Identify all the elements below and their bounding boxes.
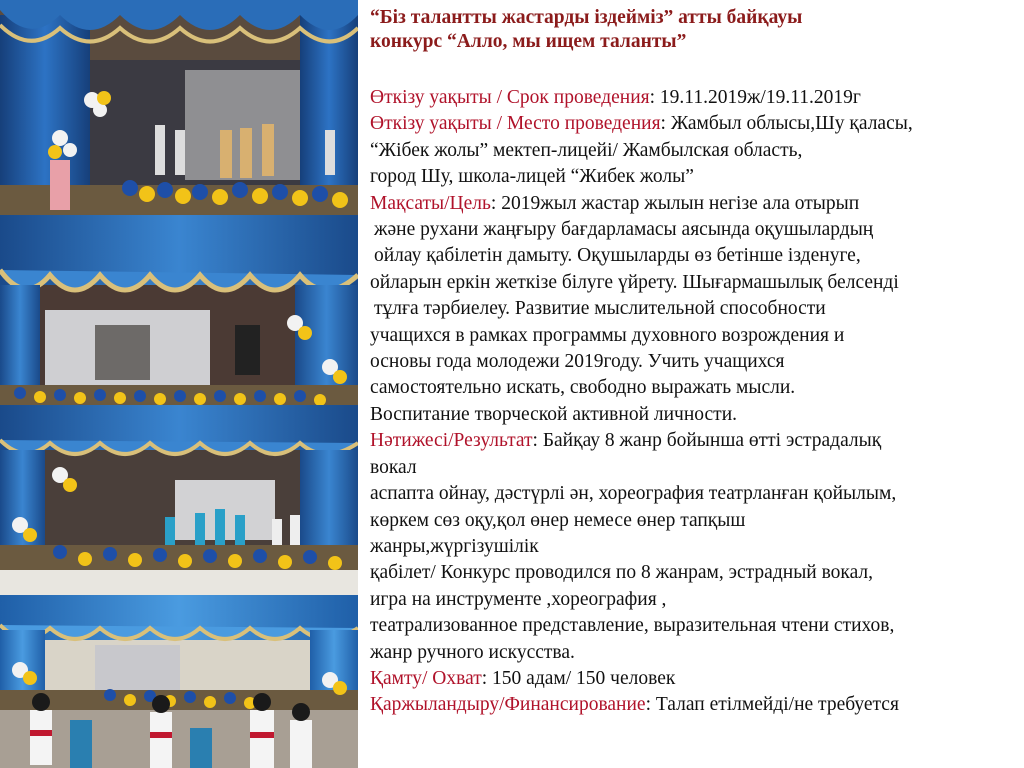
result-line: вокал — [370, 456, 417, 478]
result-line: көркем сөз оқу,қол өнер немесе өнер тапқыш — [370, 509, 746, 531]
photo-stage-projector-screen — [0, 215, 358, 405]
goal-line: ойлау қабілетін дамыту. Оқушыларды өз бетінше ізденуге, — [374, 245, 861, 267]
place-value: : Жамбыл облысы,Шу қаласы, — [660, 113, 913, 135]
result-line: игра на инструменте ,хореография , — [370, 588, 667, 610]
date-label: Өткізу уақыты / Срок проведения — [370, 87, 650, 108]
goal-line: учащихся в рамках программы духовного возрождения и — [370, 324, 845, 346]
goal-line: ойларын еркін жеткізе білуге үйрету. Шығармашылық белсенді — [370, 271, 899, 293]
result-line: аспапта ойнау, дәстүрлі ән, хореография театрланған қойылым, — [370, 483, 897, 505]
goal-line: тұлға тәрбиелеу. Развитие мыслительной способности — [374, 298, 826, 320]
coverage-value: : 150 адам/ 150 человек — [481, 667, 676, 689]
goal-line: және рухани жаңғыру бағдарламасы аясында оқушылардың — [374, 219, 874, 241]
place-label: Өткізу уақыты / Место проведения — [370, 113, 661, 135]
result-value: : Байқау 8 жанр бойынша өтті эстрадалық — [532, 430, 882, 452]
date-row — [370, 85, 1018, 111]
photo-stage-performance-dancers — [0, 0, 358, 215]
title-line-1: “Біз талантты жастарды іздейміз” атты байқауы — [370, 7, 803, 28]
goal-line: Воспитание творческой активной личности. — [370, 403, 738, 425]
info-text-block — [370, 4, 1018, 719]
result-row — [370, 428, 1018, 454]
goal-line: самостоятельно искать, свободно выражать мысли. — [370, 377, 796, 399]
goal-line: основы года молодежи 2019году. Учить учащихся — [370, 351, 785, 373]
result-line: қабілет/ Конкурс проводился по 8 жанрам, эстрадный вокал, — [370, 562, 874, 584]
funding-row — [370, 692, 1018, 718]
place-line: “Жібек жолы” мектеп-лицейі/ Жамбылская область, — [370, 139, 803, 161]
date-value: : 19.11.2019ж/19.11.2019г — [649, 87, 861, 108]
goal-row — [370, 191, 1018, 217]
photo-hall-dance-performance — [0, 570, 358, 768]
result-label: Нәтижесі/Результат — [370, 430, 533, 452]
funding-value: : Талап етілмейді/не требуется — [645, 694, 899, 716]
place-line: город Шу, школа-лицей “Жибек жолы” — [370, 166, 694, 188]
coverage-row — [370, 666, 1018, 692]
event-title — [370, 6, 1018, 54]
goal-label: Мақсаты/Цель — [370, 192, 491, 214]
title-line-2: конкурс “Алло, мы ищем таланты” — [370, 31, 687, 52]
result-line: театрализованное представление, выразительная чтени стихов, — [370, 615, 895, 637]
result-line: жанры,жүргізушілік — [370, 535, 539, 557]
result-line: жанр ручного искусства. — [370, 641, 575, 663]
photo-stage-group-performance — [0, 405, 358, 570]
coverage-label: Қамту/ Охват — [370, 667, 482, 689]
funding-label: Қаржыландыру/Финансирование — [370, 694, 646, 716]
place-row — [370, 111, 1018, 137]
goal-value: : 2019жыл жастар жылын негізе ала отырып — [490, 192, 860, 214]
